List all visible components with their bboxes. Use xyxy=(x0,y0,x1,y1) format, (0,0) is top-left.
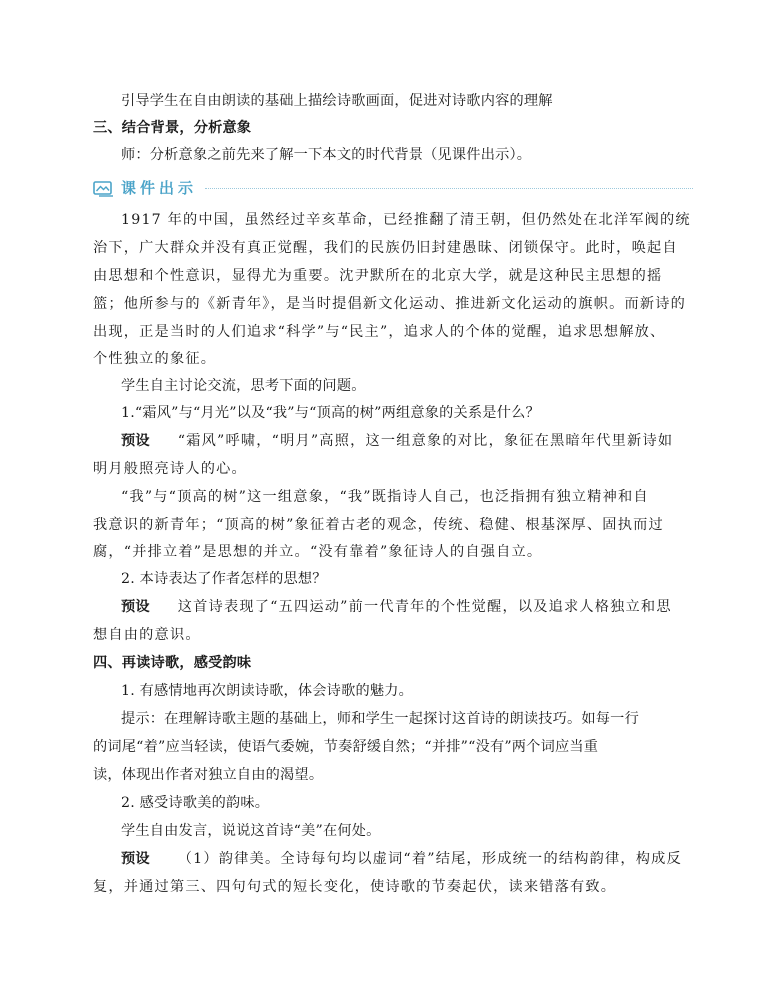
courseware-text-line: 1917 年的中国，虽然经过辛亥革命，已经推翻了清王朝，但仍然处在北洋军阀的统 xyxy=(121,212,691,228)
preset-answer-line: 腐，“并排立着”是思想的并立。“没有靠着”象征诗人的自强自立。 xyxy=(93,544,543,560)
paragraph-line: 2. 感受诗歌美的韵味。 xyxy=(121,795,270,811)
section-heading-3: 三、结合背景，分析意象 xyxy=(93,120,252,136)
preset-answer-line: “我”与“顶高的树”这一组意象，“我”既指诗人自己，也泛指拥有独立精神和自 xyxy=(121,489,649,505)
preset-answer-line: 我意识的新青年；“顶高的树”象征着古老的观念，传统、稳健、根基深厚、固执而过 xyxy=(93,517,664,533)
preset-answer-line xyxy=(121,430,721,452)
question-2: 2. 本诗表达了作者怎样的思想？ xyxy=(121,571,327,587)
courseware-text-line: 出现，正是当时的人们追求“科学”与“民主”，追求人的个体的觉醒，追求思想解放、 xyxy=(93,324,666,340)
preset-label: 预设 xyxy=(121,851,150,867)
preset-answer-line xyxy=(121,596,721,618)
courseware-text-line: 治下，广大群众并没有真正觉醒，我们的民族仍旧封建愚昧、闭锁保守。此时，唤起自 xyxy=(93,240,678,256)
preset-label: 预设 xyxy=(121,433,150,449)
courseware-text-line: 个性独立的象征。 xyxy=(93,351,217,367)
paragraph-line: 引导学生在自由朗读的基础上描绘诗歌画面，促进对诗歌内容的理解 xyxy=(121,93,553,109)
courseware-banner xyxy=(93,180,693,198)
paragraph-line: 读，体现出作者对独立自由的渴望。 xyxy=(93,767,324,783)
paragraph-line: 师：分析意象之前先来了解一下本文的时代背景（见课件出示）。 xyxy=(121,147,532,163)
preset-text: “霜风”呼啸，“明月”高照，这一组意象的对比，象征在黑暗年代里新诗如 xyxy=(177,433,674,449)
courseware-text-line: 由思想和个性意识，显得尤为重要。沈尹默所在的北京大学，就是这种民主思想的摇 xyxy=(93,268,663,284)
dotted-divider xyxy=(205,188,693,189)
preset-answer-line: 明月般照亮诗人的心。 xyxy=(93,461,247,477)
section-heading-4: 四、再读诗歌，感受韵味 xyxy=(93,655,252,671)
preset-answer-line: 想自由的意识。 xyxy=(93,627,201,643)
courseware-text-line: 篮；他所参与的《新青年》，是当时提倡新文化运动、推进新文化运动的旗帜。而新诗的 xyxy=(93,296,687,312)
preset-label: 预设 xyxy=(121,599,150,615)
preset-answer-line xyxy=(121,848,721,870)
question-1: 1.“霜风”与“月光”以及“我”与“顶高的树”两组意象的关系是什么？ xyxy=(121,405,540,421)
paragraph-line: 提示：在理解诗歌主题的基础上，师和学生一起探讨这首诗的朗读技巧。如每一行 xyxy=(121,711,639,727)
preset-answer-line: 复，并通过第三、四句句式的短长变化，使诗歌的节奏起伏，读来错落有致。 xyxy=(93,879,617,895)
paragraph-line: 的词尾“着”应当轻读，使语气委婉，节奏舒缓自然；“并排”“没有”两个词应当重 xyxy=(93,739,599,755)
paragraph-line: 1. 有感情地再次朗读诗歌，体会诗歌的魅力。 xyxy=(121,683,414,699)
courseware-icon xyxy=(93,180,117,198)
paragraph-line: 学生自主讨论交流，思考下面的问题。 xyxy=(121,378,366,394)
preset-text: 这首诗表现了“五四运动”前一代青年的个性觉醒，以及追求人格独立和思 xyxy=(177,599,672,615)
courseware-title: 课件出示 xyxy=(121,179,198,197)
preset-text: （1）韵律美。全诗每句均以虚词“着”结尾，形成统一的结构韵律，构成反 xyxy=(177,851,682,867)
paragraph-line: 学生自由发言，说说这首诗“美”在何处。 xyxy=(121,823,381,839)
